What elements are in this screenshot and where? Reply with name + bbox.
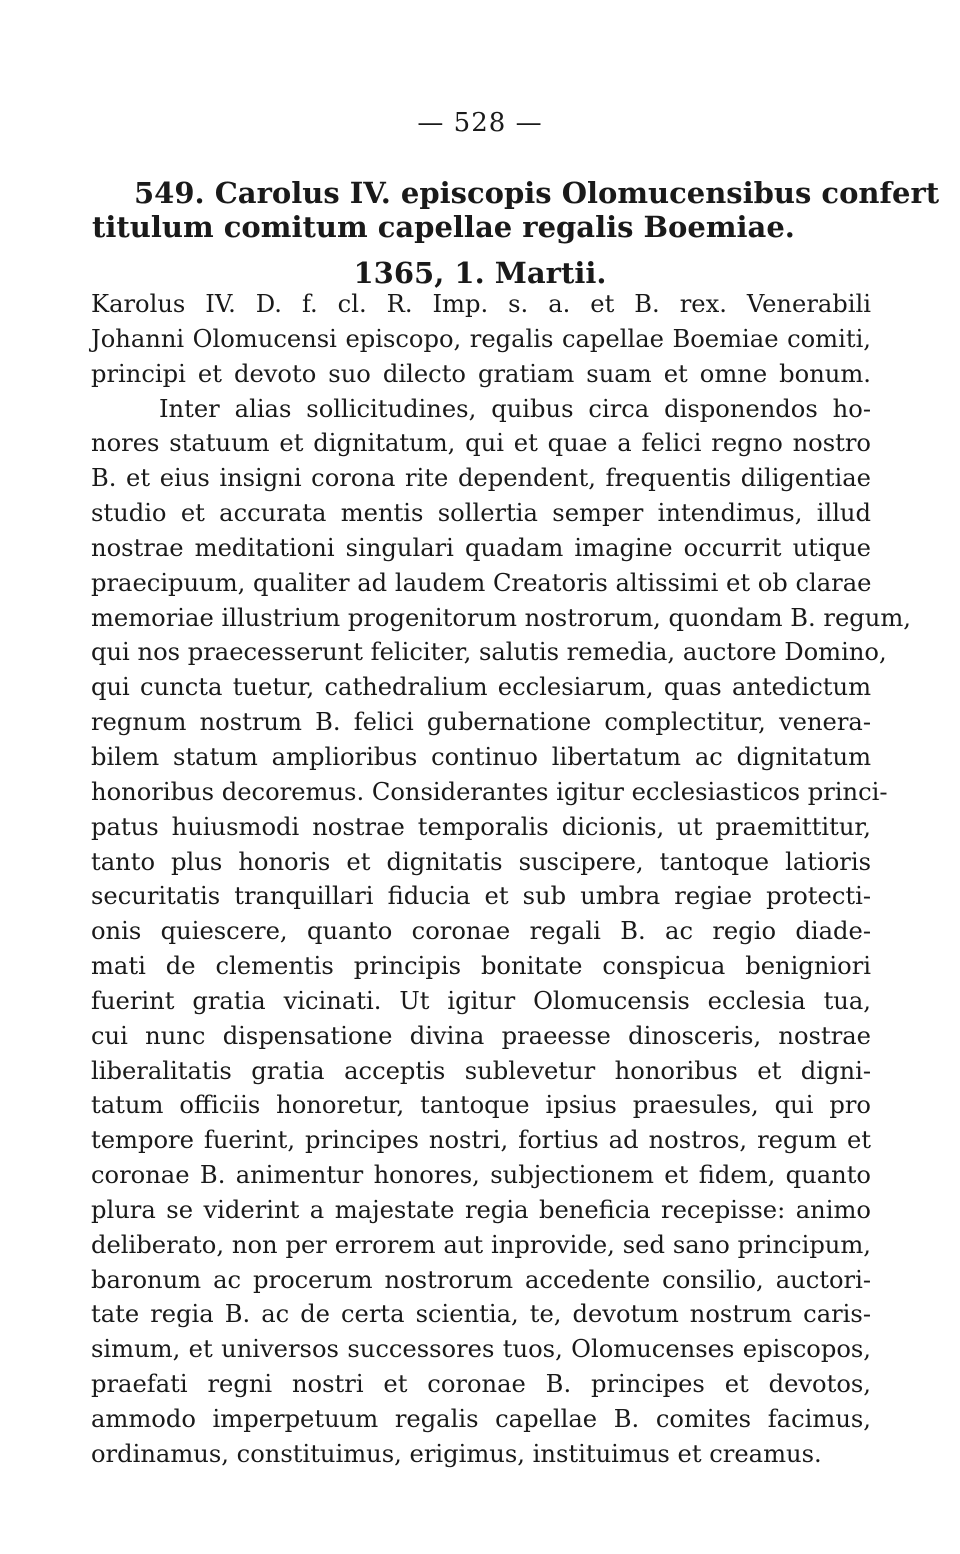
document-heading-line-1: 549. Carolus IV. episcopis Olomucensibus confert — [134, 176, 940, 210]
body-line: onis quiescere, quanto coronae regali B. ac regio diade- — [91, 917, 871, 946]
body-line: deliberato, non per errorem aut inprovide, sed sano principum, — [91, 1230, 871, 1259]
page-number: — 528 — — [417, 108, 543, 138]
body-line: studio et accurata mentis sollertia semper intendimus, illud — [91, 499, 871, 528]
body-line: tate regia B. ac de certa scientia, te, devotum nostrum caris- — [91, 1300, 871, 1329]
body-line: simum, et universos successores tuos, Olomucenses episcopos, — [91, 1335, 871, 1364]
body-line: bilem statum amplioribus continuo libertatum ac dignitatum — [91, 742, 871, 771]
body-line: plura se viderint a majestate regia beneficia recepisse: animo — [91, 1195, 871, 1224]
body-line: Johanni Olomucensi episcopo, regalis capellae Boemiae comiti, — [91, 324, 871, 353]
body-line: nostrae meditationi singulari quadam imagine occurrit utique — [91, 533, 871, 562]
document-date: 1365, 1. Martii. — [353, 256, 607, 290]
body-line: tanto plus honoris et dignitatis suscipere, tantoque latioris — [91, 847, 871, 876]
body-line: securitatis tranquillari fiducia et sub umbra regiae protecti- — [91, 882, 871, 911]
document-body — [91, 287, 911, 1472]
body-line: Inter alias sollicitudines, quibus circa disponendos ho- — [159, 394, 871, 423]
body-line: coronae B. animentur honores, subjectionem et fidem, quanto — [91, 1161, 871, 1190]
body-line: memoriae illustrium progenitorum nostrorum, quondam B. regum, — [91, 603, 911, 632]
body-line: praecipuum, qualiter ad laudem Creatoris altissimi et ob clarae — [91, 568, 872, 597]
body-line: baronum ac procerum nostrorum accedente consilio, auctori- — [91, 1265, 871, 1294]
body-line: tempore fuerint, principes nostri, fortius ad nostros, regum et — [91, 1126, 871, 1155]
body-line: fuerint gratia vicinati. Ut igitur Olomucensis ecclesia tua, — [91, 986, 871, 1015]
body-line: qui cuncta tuetur, cathedralium ecclesiarum, quas antedictum — [91, 673, 871, 702]
body-line: honoribus decoremus. Considerantes igitur ecclesiasticos princi- — [91, 777, 888, 806]
body-line: tatum officiis honoretur, tantoque ipsius praesules, qui pro — [91, 1091, 871, 1120]
body-line: qui nos praecesserunt feliciter, salutis remedia, auctore Domino, — [91, 638, 887, 667]
body-line: regnum nostrum B. felici gubernatione complectitur, venera- — [91, 708, 871, 737]
body-line: praefati regni nostri et coronae B. principes et devotos, — [91, 1370, 871, 1399]
body-line: principi et devoto suo dilecto gratiam suam et omne bonum. — [91, 359, 871, 388]
body-line: Karolus IV. D. f. cl. R. Imp. s. a. et B. rex. Venerabili — [91, 290, 871, 318]
body-line: mati de clementis principis bonitate conspicua benigniori — [91, 952, 871, 981]
body-line: B. et eius insigni corona rite dependent, frequentis diligentiae — [91, 464, 871, 493]
body-line: ammodo imperpetuum regalis capellae B. comites facimus, — [91, 1405, 871, 1433]
body-line: nores statuum et dignitatum, qui et quae a felici regno nostro — [91, 429, 871, 458]
body-line: patus huiusmodi nostrae temporalis dicionis, ut praemittitur, — [91, 812, 871, 841]
body-line: ordinamus, constituimus, erigimus, instituimus et creamus. — [91, 1439, 822, 1468]
document-heading-line-2: titulum comitum capellae regalis Boemiae. — [92, 210, 795, 244]
body-line: liberalitatis gratia acceptis sublevetur honoribus et digni- — [91, 1056, 871, 1085]
body-line: cui nunc dispensatione divina praeesse dinosceris, nostrae — [91, 1021, 871, 1050]
